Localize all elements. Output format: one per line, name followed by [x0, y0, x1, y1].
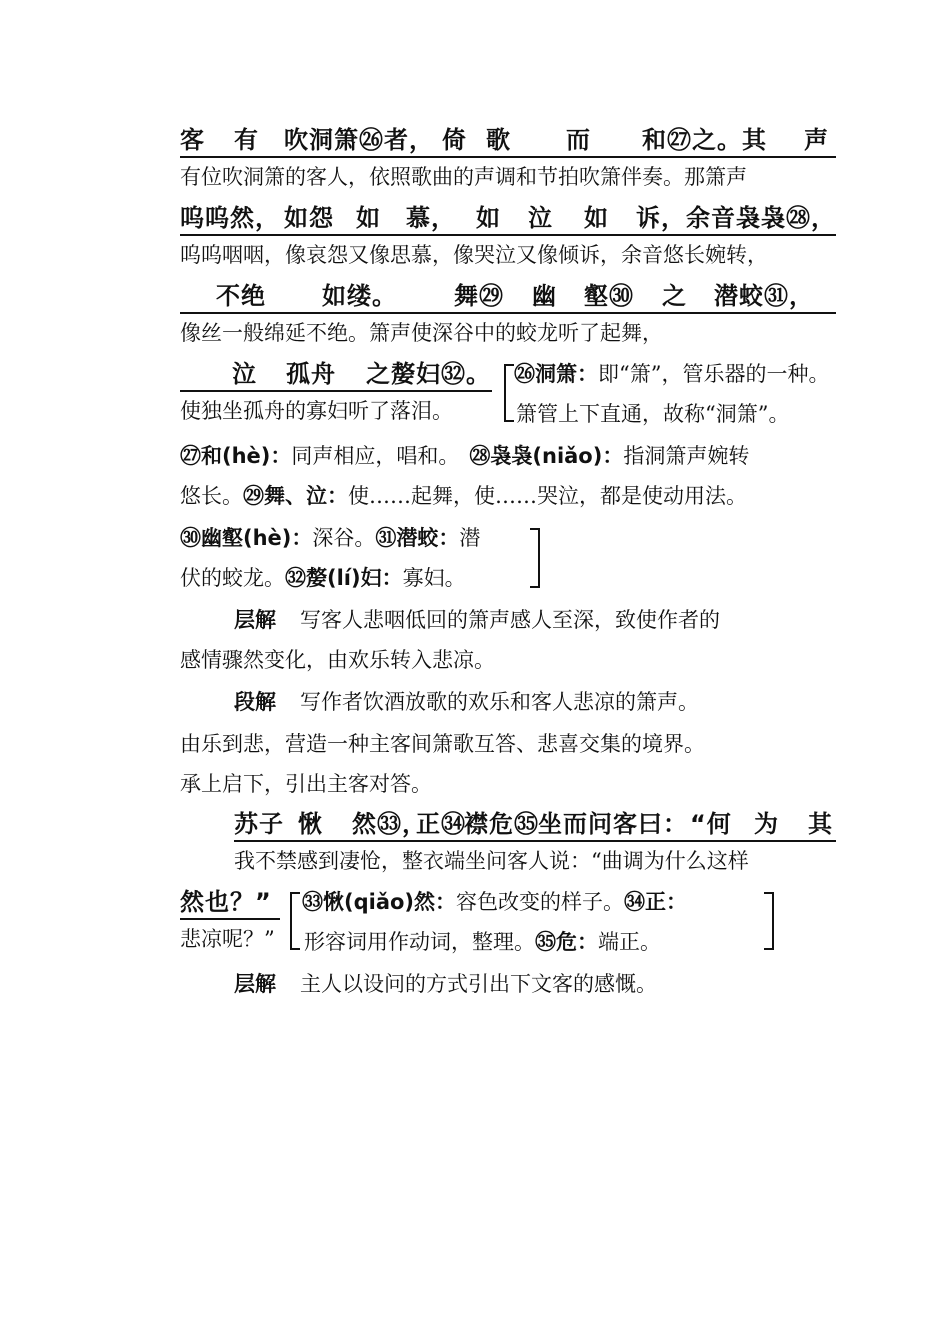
note-bracket-close [764, 892, 774, 950]
word: 声 [804, 126, 829, 154]
paragraph-explanation-line-3: 承上启下，引出主客对答。 [180, 772, 432, 796]
word: 其 [742, 126, 767, 154]
note-26: ㉖洞箫：即“箫”，管乐器的一种。 [514, 362, 830, 386]
word: 舞㉙ [454, 282, 504, 310]
word: 如 [356, 204, 381, 232]
word: 歌 [486, 126, 511, 154]
translation-line-4: 使独坐孤舟的寡妇听了落泪。 [180, 399, 453, 423]
layer-explanation-1-continued: 感情骤然变化，由欢乐转入悲凉。 [180, 648, 495, 672]
translation-line-3: 像丝一般绵延不绝。箫声使深谷中的蛟龙听了起舞， [180, 321, 663, 345]
word: 余音袅袅㉘， [686, 204, 836, 232]
word: 之嫠妇㉜。 [366, 360, 491, 388]
note-bracket-open [290, 892, 300, 950]
layer-explanation-1: 层解 写客人悲咽低回的箫声感人至深，致使作者的 [234, 608, 720, 632]
original-text-line-2 [180, 202, 836, 236]
translation-line-1: 有位吹洞箫的客人，依照歌曲的声调和节拍吹箫伴奏。那箫声 [180, 165, 747, 189]
word: 不绝 [216, 282, 266, 310]
word: 如 [476, 204, 501, 232]
word: 然㉝， [352, 810, 427, 838]
word: 而 [566, 126, 591, 154]
note-bracket-open [504, 364, 514, 422]
notes-line-2: 悠长。㉙舞、泣：使……起舞，使……哭泣，都是使动用法。 [180, 484, 747, 508]
word: 有 [234, 126, 259, 154]
word: 如 [584, 204, 609, 232]
word: 幽 [532, 282, 557, 310]
word: 坐而问客曰： [538, 810, 688, 838]
word: 客 [180, 126, 205, 154]
word: “何 [690, 810, 732, 838]
translation-line-2: 呜呜咽咽，像哀怨又像思慕，像哭泣又像倾诉，余音悠长婉转， [180, 243, 768, 267]
word: 和㉗之。 [642, 126, 742, 154]
note-33-34: ㉝愀(qiǎo)然：容色改变的样子。㉞正： [302, 890, 688, 914]
original-text-line-6 [180, 886, 280, 920]
word: 之 [662, 282, 687, 310]
note-26-continued: 箫管上下直通，故称“洞箫”。 [516, 402, 790, 426]
word: 泣 [528, 204, 553, 232]
word: 诉， [636, 204, 686, 232]
note-34-35: 形容词用作动词，整理。㉟危：端正。 [304, 930, 661, 954]
translation-line-6: 悲凉呢？” [180, 927, 275, 951]
word: 正㉞ [416, 810, 466, 838]
word: 如怨 [284, 204, 334, 232]
paragraph-explanation: 段解 写作者饮酒放歌的欢乐和客人悲凉的箫声。 [234, 690, 699, 714]
word: 为 [754, 810, 779, 838]
word: 呜呜然， [180, 204, 280, 232]
translation-line-5: 我不禁感到凄怆，整衣端坐问客人说：“曲调为什么这样 [234, 849, 749, 873]
word: 襟危㉟ [464, 810, 539, 838]
original-text-line-3 [180, 280, 836, 314]
word: 孤舟 [286, 360, 336, 388]
word: 倚 [442, 126, 467, 154]
word: 壑㉚ [584, 282, 634, 310]
word: 其 [808, 810, 833, 838]
original-text-line-1 [180, 124, 836, 158]
original-text-line-5 [234, 808, 836, 842]
word: 然也？” [180, 888, 272, 916]
word: 潜蛟㉛， [714, 282, 814, 310]
word: 愀 [298, 810, 323, 838]
notes-line-3: ㉚幽壑(hè)：深谷。㉛潜蛟：潜 [180, 526, 481, 550]
word: 如缕。 [322, 282, 397, 310]
notes-line-4: 伏的蛟龙。㉜嫠(lí)妇：寡妇。 [180, 566, 466, 590]
word: 慕， [406, 204, 456, 232]
word: 泣 [232, 360, 257, 388]
layer-explanation-2: 层解 主人以设问的方式引出下文客的感慨。 [234, 972, 657, 996]
paragraph-explanation-line-2: 由乐到悲，营造一种主客间箫歌互答、悲喜交集的境界。 [180, 732, 705, 756]
word: 吹洞箫㉖者， [284, 126, 434, 154]
word: 苏子 [234, 810, 284, 838]
notes-line-1: ㉗和(hè)：同声相应，唱和。 ㉘袅袅(niǎo)：指洞箫声婉转 [180, 444, 750, 468]
original-text-line-4 [180, 358, 492, 392]
